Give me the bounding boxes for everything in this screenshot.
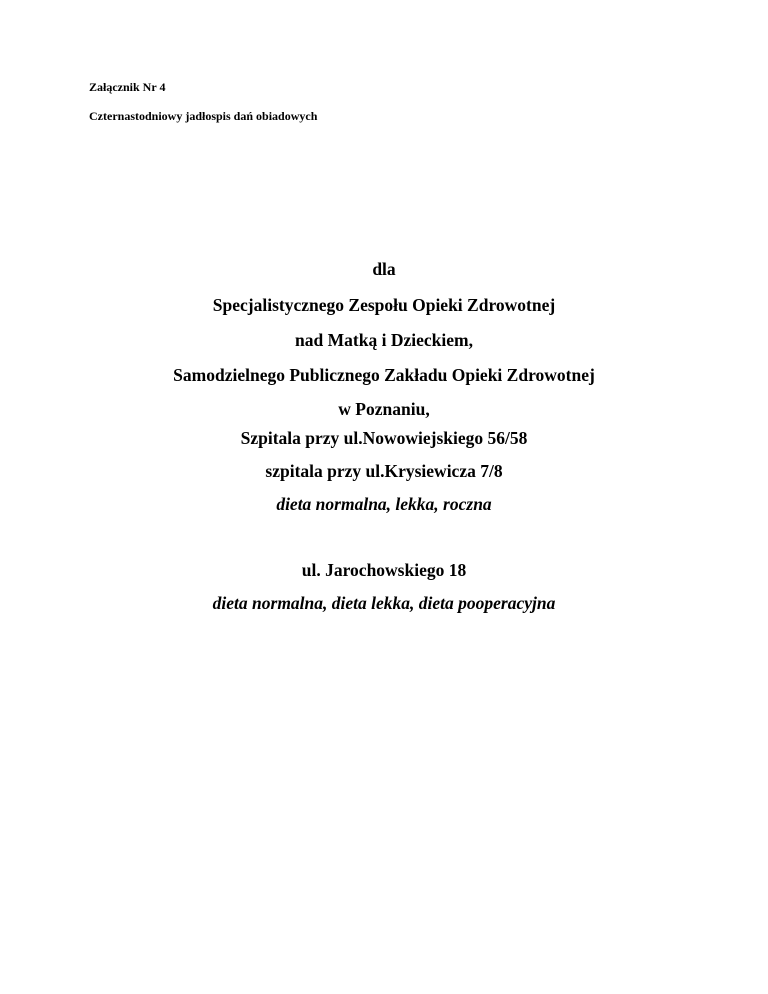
- hospital-address-2: szpitala przy ul.Krysiewicza 7/8: [265, 461, 503, 481]
- diet-list-1: dieta normalna, lekka, roczna: [276, 494, 492, 514]
- document-subtitle: Czternastodniowy jadłospis dań obiadowych: [89, 109, 318, 123]
- institution-name-line-2: nad Matką i Dzieckiem,: [295, 330, 473, 350]
- diet-list-2: dieta normalna, dieta lekka, dieta pooperacyjna: [212, 593, 556, 613]
- hospital-address-3: ul. Jarochowskiego 18: [301, 560, 467, 580]
- attachment-label: Załącznik Nr 4: [89, 80, 166, 94]
- city-line: w Poznaniu,: [338, 399, 430, 419]
- institution-name-line-1: Specjalistycznego Zespołu Opieki Zdrowotnej: [212, 295, 556, 315]
- institution-name-line-3: Samodzielnego Publicznego Zakładu Opieki Zdrowotnej: [173, 365, 595, 385]
- hospital-address-1: Szpitala przy ul.Nowowiejskiego 56/58: [240, 428, 528, 448]
- for-label: dla: [372, 259, 396, 279]
